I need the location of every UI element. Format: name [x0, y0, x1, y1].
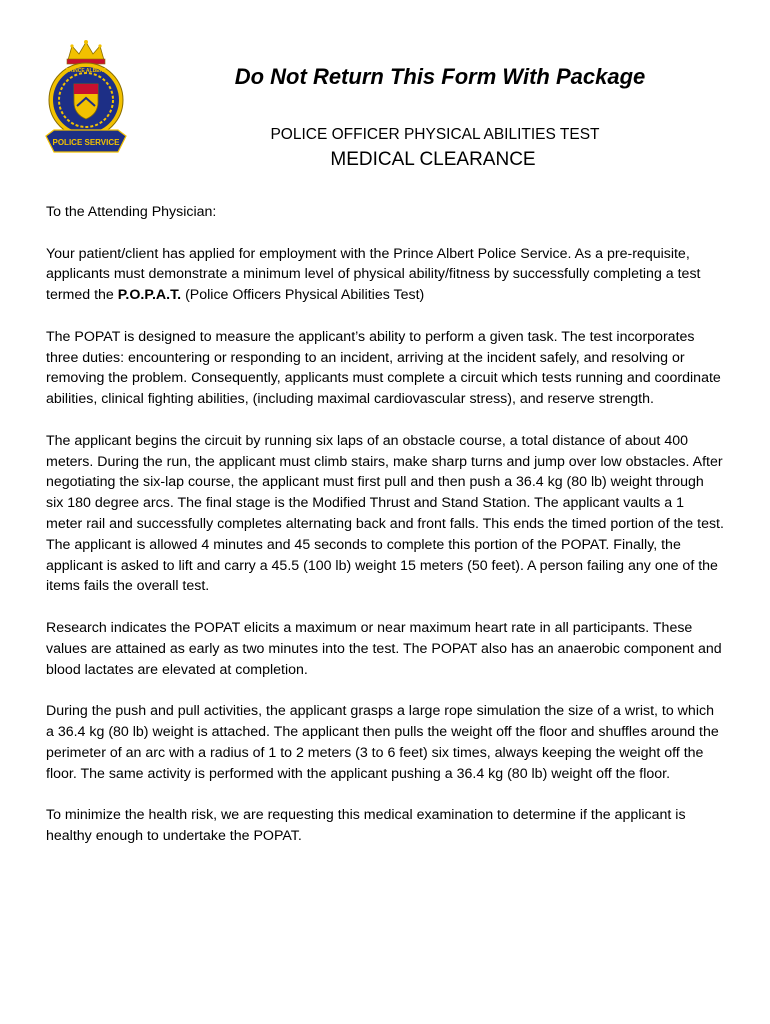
salutation: To the Attending Physician: [46, 204, 217, 220]
return-notice: Do Not Return This Form With Package [234, 64, 646, 89]
paragraph-request: To minimize the health risk, we are requesting this medical examination to determine if the applicant is healthy enough to undertake the POPAT. [46, 807, 686, 844]
letter-body [46, 202, 724, 868]
crest-banner-text: POLICE SERVICE [52, 138, 120, 147]
paragraph-intro-expansion: (Police Officers Physical Abilities Test) [181, 287, 425, 304]
paragraph-purpose: The POPAT is designed to measure the applicant’s ability to perform a given task. The test incorporates three duties: encountering or responding to an incident, arriving at the incident safely, and resolving or removing the problem. Consequently, applicants must complete a circuit which tests running and coordinate abilities, clinical fighting abilities, (including maximal cardiovascular stress), and reserve strength. [46, 328, 721, 408]
crest-banner [46, 130, 126, 152]
test-name-heading: POLICE OFFICER PHYSICAL ABILITIES TEST [270, 126, 600, 143]
paragraph-research: Research indicates the POPAT elicits a maximum or near maximum heart rate in all participants. These values are attained as early as two minutes into the test. The POPAT also has an anaerobic component and blood lactates are elevated at completion. [46, 619, 722, 678]
crest-motto: PRINCE ALBERT [65, 68, 107, 74]
form-title: MEDICAL CLEARANCE [330, 149, 536, 170]
paragraph-push-pull: During the push and pull activities, the applicant grasps a large rope simulation the size of a wrist, to which a 36.4 kg (80 lb) weight is attached. The applicant then pulls the weight off the floor and shuffles around the perimeter of an arc with a radius of 1 to 2 meters (3 to 6 feet) six times, always keeping the weight off the floor. The same activity is performed with the applicant pushing a 36.4 kg (80 lb) weight off the floor. [46, 703, 719, 782]
paragraph-circuit: The applicant begins the circuit by running six laps of an obstacle course, a total distance of about 400 meters. During the run, the applicant must climb stairs, make sharp turns and jump over low obstacles. After negotiating the six-lap course, the applicant must first pull and then push a 36.4 kg (80 lb) weight through six 180 degree arcs. The final stage is the Modified Thrust and Stand Station. The applicant vaults a 1 meter rail and successfully completes alternating back and front falls. This ends the timed portion of the test. The applicant is allowed 4 minutes and 45 seconds to complete this portion of the POPAT. Finally, the applicant is asked to lift and carry a 45.5 (100 lb) weight 15 meters (50 feet). A person failing any one of the items fails the overall test. [46, 432, 724, 595]
paragraph-intro-text: Your patient/client has applied for employment with the Prince Albert Police Service. As a pre-requisite, applicants must demonstrate a minimum level of physical ability/fitness by successfully completing a test termed the [46, 245, 701, 304]
paragraph-intro [46, 244, 724, 306]
police-crest-icon [44, 38, 128, 156]
popat-acronym: P.O.P.A.T. [117, 287, 182, 304]
crown-icon [67, 40, 105, 64]
